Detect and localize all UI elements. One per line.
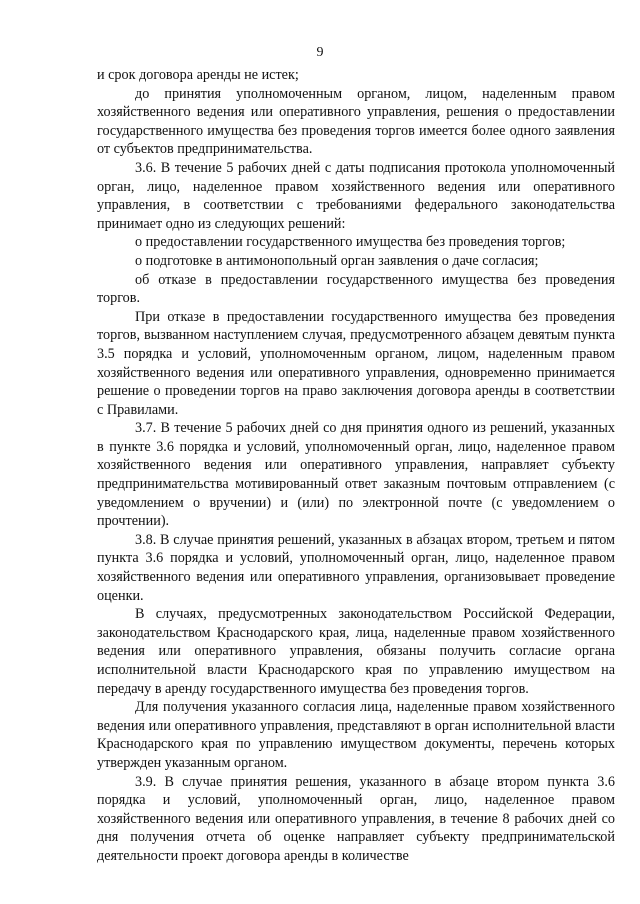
page-number: 9: [316, 45, 324, 60]
paragraph: 3.6. В течение 5 рабочих дней с даты подписания протокола уполномоченный орган, лицо, наделенное правом хозяйственного ведения или оперативного управления, в соответствии с требованиями федерального законодательства принимает одно из следующих решений:: [97, 159, 615, 232]
paragraph: 3.9. В случае принятия решения, указанного в абзаце втором пункта 3.6 порядка и условий, уполномоченный орган, лицо, наделенное правом хозяйственного ведения или оперативного управления, в течение 8 рабочих дней со дня получения отчета об оценке направляет субъекту предпринимательской деятельности проект договора аренды в количестве: [97, 773, 615, 864]
paragraph: о подготовке в антимонопольный орган заявления о даче согласия;: [135, 252, 539, 269]
paragraph: Для получения указанного согласия лица, наделенные правом хозяйственного ведения или оперативного управления, представляют в орган исполнительной власти Краснодарского края по управлению имуществом документы, перечень которых утвержден указанным органом.: [97, 699, 615, 771]
paragraph: и срок договора аренды не истек;: [97, 67, 299, 83]
paragraph: При отказе в предоставлении государственного имущества без проведения торгов, вызванном наступлением случая, предусмотренного абзацем девятым пункта 3.5 порядка и условий, уполномоченным органом, лицом, наделенным правом хозяйственного ведения или оперативного управления, одновременно принимается решение о проведении торгов на право заключения договора аренды в соответствии с Правилами.: [97, 308, 615, 418]
paragraph: до принятия уполномоченным органом, лицом, наделенным правом хозяйственного ведения или оперативного управления, решения о предоставлении государственного имущества без проведения торгов имеется более одного заявления от субъектов предпринимательства.: [97, 85, 615, 158]
paragraph: 3.8. В случае принятия решений, указанных в абзацах втором, третьем и пятом пункта 3.6 порядка и условий, уполномоченный орган, лицо, наделенное правом хозяйственного ведения или оперативного управления, организовывает проведение оценки.: [97, 531, 615, 604]
document-body: [97, 66, 615, 866]
paragraph: В случаях, предусмотренных законодательством Российской Федерации, законодательством Краснодарского края, лица, наделенные правом хозяйственного ведения или оперативного управления, обязаны получить согласие органа исполнительной власти Краснодарского края по управлению имуществом на передачу в аренду государственного имущества без проведения торгов.: [97, 606, 615, 697]
paragraph: 3.7. В течение 5 рабочих дней со дня принятия одного из решений, указанных в пункте 3.6 порядка и условий, уполномоченный орган, лицо, наделенное правом хозяйственного ведения или оперативного управления, направляет субъекту предпринимательства мотивированный ответ заказным почтовым отправлением (с уведомлением о вручении) и (или) по электронной почте (с уведомлением о прочтении).: [97, 420, 615, 530]
paragraph: о предоставлении государственного имущества без проведения торгов;: [135, 234, 566, 251]
paragraph: об отказе в предоставлении государственного имущества без проведения торгов.: [97, 271, 615, 307]
